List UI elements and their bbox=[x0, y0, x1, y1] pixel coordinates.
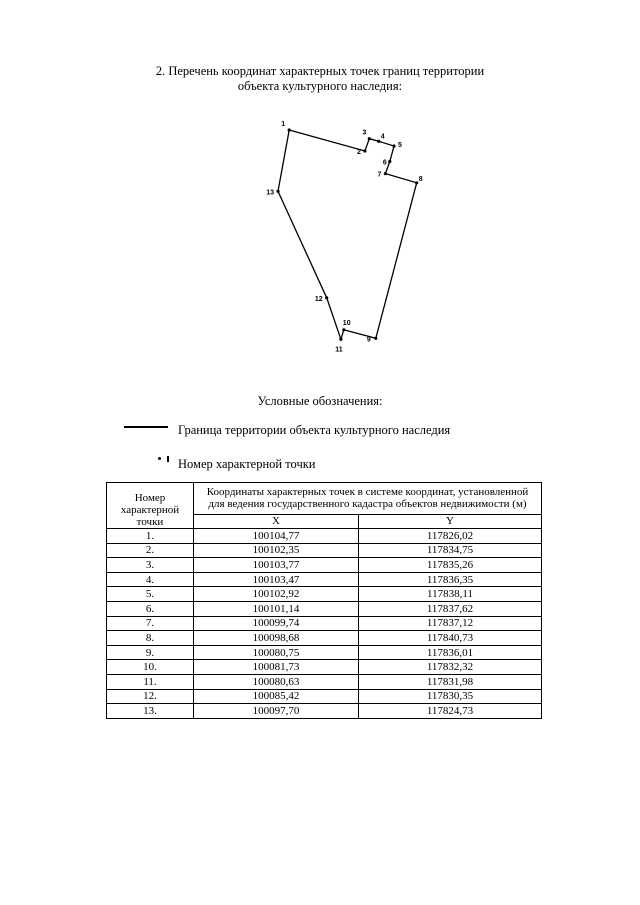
table-row bbox=[107, 631, 542, 646]
cell-x: 100103,47 bbox=[194, 572, 359, 587]
point-tick-icon bbox=[167, 456, 169, 462]
coordinates-table bbox=[106, 482, 542, 719]
cell-number: 5. bbox=[107, 587, 194, 602]
cell-number: 12. bbox=[107, 689, 194, 704]
cell-x: 100098,68 bbox=[194, 631, 359, 646]
table-row bbox=[107, 645, 542, 660]
column-header-y: Y bbox=[359, 514, 542, 528]
table-row bbox=[107, 572, 542, 587]
cell-y: 117832,32 bbox=[359, 660, 542, 675]
table-row bbox=[107, 529, 542, 544]
cell-number: 13. bbox=[107, 704, 194, 719]
cell-number: 10. bbox=[107, 660, 194, 675]
cell-number: 8. bbox=[107, 631, 194, 646]
point-label: 3 bbox=[362, 129, 367, 137]
point-number-legend-label: Номер характерной точки bbox=[178, 457, 316, 471]
cell-x: 100099,74 bbox=[194, 616, 359, 631]
boundary-point bbox=[374, 337, 377, 340]
section-heading bbox=[120, 64, 520, 94]
column-header-number: Номер характерной точки bbox=[107, 483, 194, 529]
cell-x: 100080,75 bbox=[194, 645, 359, 660]
point-label: 4 bbox=[380, 133, 385, 141]
cell-x: 100102,35 bbox=[194, 543, 359, 558]
point-label: 12 bbox=[314, 295, 323, 303]
cell-number: 1. bbox=[107, 529, 194, 544]
territory-boundary-plan bbox=[240, 112, 440, 362]
cell-y: 117837,62 bbox=[359, 601, 542, 616]
boundary-point bbox=[363, 149, 366, 152]
point-label: 1 bbox=[281, 121, 286, 128]
cell-y: 117837,12 bbox=[359, 616, 542, 631]
cell-y: 117834,75 bbox=[359, 543, 542, 558]
boundary-line-legend-label: Граница территории объекта культурного наследия bbox=[178, 423, 451, 437]
cell-y: 117838,11 bbox=[359, 587, 542, 602]
table-row bbox=[107, 616, 542, 631]
cell-x: 100085,42 bbox=[194, 689, 359, 704]
cell-x: 100081,73 bbox=[194, 660, 359, 675]
table-row bbox=[107, 543, 542, 558]
cell-x: 100104,77 bbox=[194, 529, 359, 544]
boundary-point-labels bbox=[266, 121, 422, 353]
cell-x: 100097,70 bbox=[194, 704, 359, 719]
table-row bbox=[107, 689, 542, 704]
cell-number: 9. bbox=[107, 645, 194, 660]
cell-number: 11. bbox=[107, 674, 194, 689]
point-label: 10 bbox=[342, 319, 351, 327]
cell-x: 100103,77 bbox=[194, 558, 359, 573]
cell-y: 117836,01 bbox=[359, 645, 542, 660]
boundary-point bbox=[325, 296, 328, 299]
column-header-x: X bbox=[194, 514, 359, 528]
boundary-point bbox=[342, 328, 345, 331]
boundary-point bbox=[339, 338, 342, 341]
table-row bbox=[107, 704, 542, 719]
heading-line-1: 2. Перечень координат характерных точек границ территории bbox=[155, 64, 485, 78]
table-row bbox=[107, 674, 542, 689]
boundary-point bbox=[384, 172, 387, 175]
point-label: 6 bbox=[382, 159, 387, 167]
cell-y: 117835,26 bbox=[359, 558, 542, 573]
cell-number: 3. bbox=[107, 558, 194, 573]
table-row bbox=[107, 601, 542, 616]
cell-y: 117840,73 bbox=[359, 631, 542, 646]
cell-y: 117836,35 bbox=[359, 572, 542, 587]
boundary-point bbox=[276, 190, 279, 193]
legend-title: Условные обозначения: bbox=[257, 394, 383, 408]
point-label: 5 bbox=[398, 142, 402, 149]
cell-number: 2. bbox=[107, 543, 194, 558]
point-label: 11 bbox=[335, 346, 343, 354]
point-label: 7 bbox=[377, 171, 382, 179]
cell-x: 100080,63 bbox=[194, 674, 359, 689]
point-label: 2 bbox=[356, 149, 361, 156]
table-row bbox=[107, 660, 542, 675]
cell-y: 117830,35 bbox=[359, 689, 542, 704]
point-label: 9 bbox=[366, 336, 371, 344]
point-number-symbol bbox=[155, 455, 175, 465]
cell-number: 4. bbox=[107, 572, 194, 587]
cell-x: 100101,14 bbox=[194, 601, 359, 616]
column-header-coordinates: Координаты характерных точек в системе координат, установленной для ведения государственного кадастра объектов недвижимости (м) bbox=[194, 483, 542, 515]
cell-y: 117824,73 bbox=[359, 704, 542, 719]
cell-x: 100102,92 bbox=[194, 587, 359, 602]
boundary-line bbox=[278, 130, 417, 339]
boundary-point bbox=[392, 144, 395, 147]
cell-y: 117826,02 bbox=[359, 529, 542, 544]
heading-line-2: объекта культурного наследия: bbox=[237, 79, 403, 93]
boundary-line-symbol bbox=[124, 426, 168, 428]
coordinates-table-body bbox=[107, 529, 542, 719]
boundary-point bbox=[288, 128, 291, 131]
point-label: 8 bbox=[418, 175, 423, 183]
table-row bbox=[107, 558, 542, 573]
cell-number: 6. bbox=[107, 601, 194, 616]
table-row bbox=[107, 587, 542, 602]
cell-y: 117831,98 bbox=[359, 674, 542, 689]
cell-number: 7. bbox=[107, 616, 194, 631]
point-label: 13 bbox=[266, 189, 274, 197]
boundary-point bbox=[388, 160, 391, 163]
boundary-point bbox=[368, 137, 371, 140]
point-dot-icon bbox=[158, 457, 161, 460]
